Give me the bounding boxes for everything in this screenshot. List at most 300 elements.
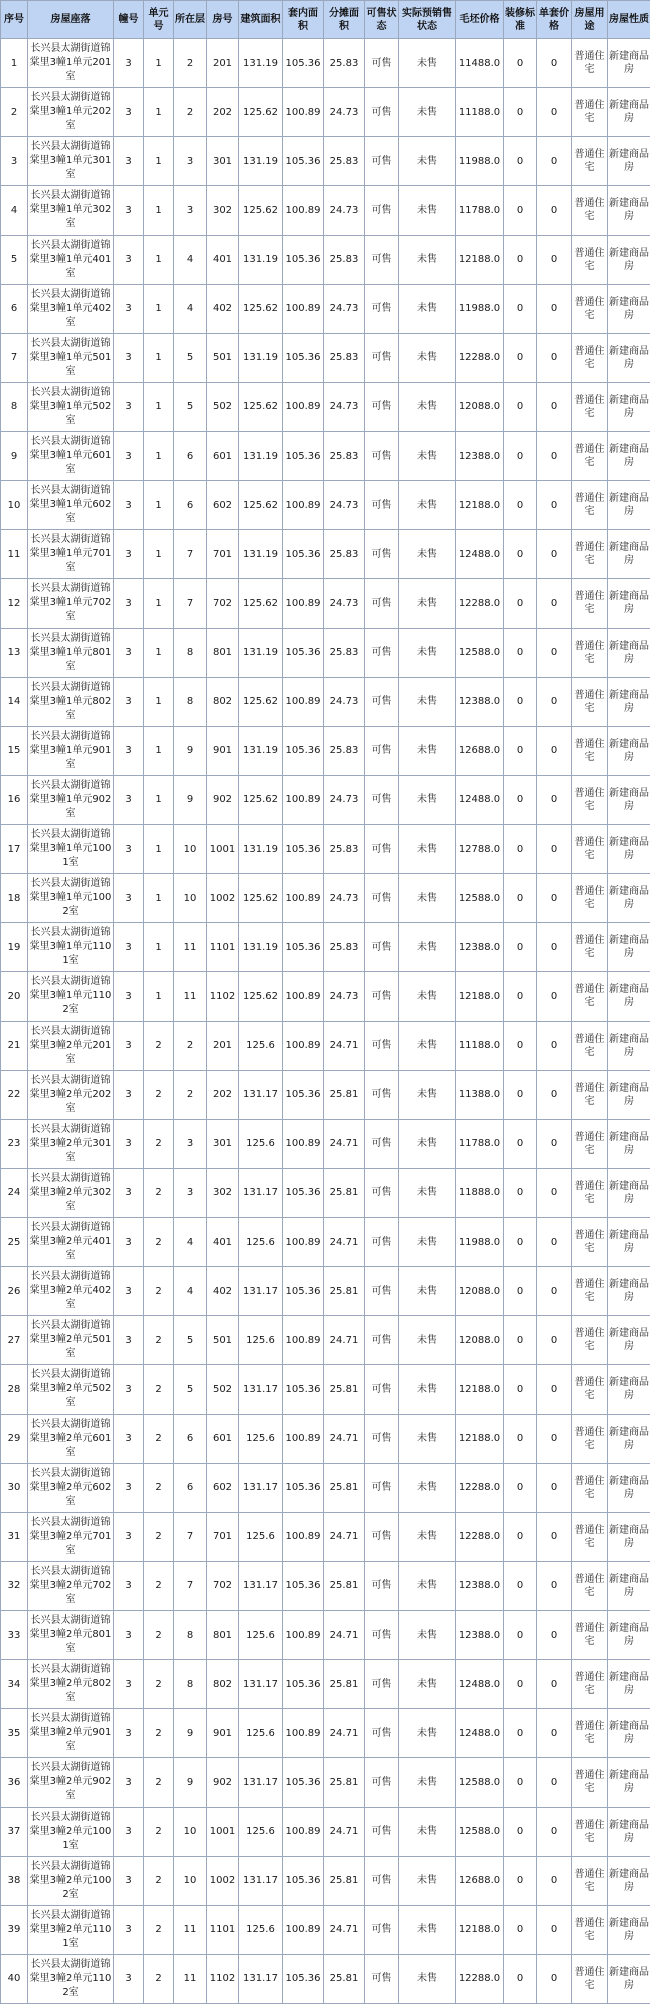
column-header: 幢号 bbox=[114, 1, 144, 39]
column-header: 序号 bbox=[1, 1, 28, 39]
cell-unit: 1 bbox=[144, 874, 174, 923]
cell-decoration: 0 bbox=[504, 137, 537, 186]
cell-presale-status: 未售 bbox=[399, 1758, 456, 1807]
cell-shared-area: 25.81 bbox=[324, 1561, 365, 1610]
cell-presale-status: 未售 bbox=[399, 628, 456, 677]
cell-address: 长兴县太湖街道锦棠里3幢1单元801室 bbox=[28, 628, 114, 677]
cell-gross-area: 131.19 bbox=[239, 923, 283, 972]
cell-unit-price: 0 bbox=[537, 1807, 572, 1856]
cell-address: 长兴县太湖街道锦棠里3幢2单元1001室 bbox=[28, 1807, 114, 1856]
cell-room: 201 bbox=[207, 39, 239, 88]
cell-room: 1101 bbox=[207, 923, 239, 972]
cell-shared-area: 24.73 bbox=[324, 186, 365, 235]
cell-bare-price: 11388.0 bbox=[456, 1070, 504, 1119]
cell-sale-status: 可售 bbox=[365, 775, 399, 824]
cell-address: 长兴县太湖街道锦棠里3幢2单元1002室 bbox=[28, 1856, 114, 1905]
cell-inner-area: 105.36 bbox=[283, 1561, 324, 1610]
cell-decoration: 0 bbox=[504, 1758, 537, 1807]
cell-index: 25 bbox=[1, 1218, 28, 1267]
cell-index: 39 bbox=[1, 1905, 28, 1954]
cell-unit-price: 0 bbox=[537, 1512, 572, 1561]
cell-building: 3 bbox=[114, 284, 144, 333]
cell-presale-status: 未售 bbox=[399, 677, 456, 726]
cell-bare-price: 11988.0 bbox=[456, 137, 504, 186]
cell-index: 27 bbox=[1, 1316, 28, 1365]
column-header: 所在层 bbox=[174, 1, 207, 39]
cell-inner-area: 100.89 bbox=[283, 382, 324, 431]
cell-gross-area: 131.19 bbox=[239, 432, 283, 481]
table-row bbox=[1, 481, 650, 530]
cell-usage: 普通住宅 bbox=[572, 235, 608, 284]
cell-inner-area: 105.36 bbox=[283, 1758, 324, 1807]
cell-building: 3 bbox=[114, 677, 144, 726]
cell-usage: 普通住宅 bbox=[572, 481, 608, 530]
cell-gross-area: 131.17 bbox=[239, 1561, 283, 1610]
cell-property-type: 新建商品房 bbox=[608, 579, 650, 628]
cell-presale-status: 未售 bbox=[399, 1856, 456, 1905]
cell-floor: 8 bbox=[174, 628, 207, 677]
cell-room: 801 bbox=[207, 1611, 239, 1660]
cell-usage: 普通住宅 bbox=[572, 923, 608, 972]
header-row bbox=[1, 1, 650, 39]
cell-address: 长兴县太湖街道锦棠里3幢2单元701室 bbox=[28, 1512, 114, 1561]
cell-building: 3 bbox=[114, 1512, 144, 1561]
cell-unit: 1 bbox=[144, 825, 174, 874]
cell-inner-area: 100.89 bbox=[283, 775, 324, 824]
cell-usage: 普通住宅 bbox=[572, 530, 608, 579]
cell-unit-price: 0 bbox=[537, 1561, 572, 1610]
cell-unit: 2 bbox=[144, 1561, 174, 1610]
cell-floor: 6 bbox=[174, 1414, 207, 1463]
cell-address: 长兴县太湖街道锦棠里3幢2单元301室 bbox=[28, 1119, 114, 1168]
cell-property-type: 新建商品房 bbox=[608, 1611, 650, 1660]
cell-floor: 8 bbox=[174, 1660, 207, 1709]
cell-shared-area: 25.83 bbox=[324, 39, 365, 88]
cell-property-type: 新建商品房 bbox=[608, 1856, 650, 1905]
cell-property-type: 新建商品房 bbox=[608, 88, 650, 137]
cell-gross-area: 125.6 bbox=[239, 1807, 283, 1856]
cell-inner-area: 100.89 bbox=[283, 1905, 324, 1954]
cell-bare-price: 11788.0 bbox=[456, 186, 504, 235]
cell-property-type: 新建商品房 bbox=[608, 825, 650, 874]
cell-floor: 9 bbox=[174, 1709, 207, 1758]
cell-index: 38 bbox=[1, 1856, 28, 1905]
table-row bbox=[1, 874, 650, 923]
cell-unit: 1 bbox=[144, 677, 174, 726]
table-row bbox=[1, 1021, 650, 1070]
cell-property-type: 新建商品房 bbox=[608, 1807, 650, 1856]
cell-usage: 普通住宅 bbox=[572, 1611, 608, 1660]
cell-room: 702 bbox=[207, 579, 239, 628]
cell-inner-area: 105.36 bbox=[283, 137, 324, 186]
cell-inner-area: 100.89 bbox=[283, 1709, 324, 1758]
cell-building: 3 bbox=[114, 1758, 144, 1807]
cell-shared-area: 24.73 bbox=[324, 88, 365, 137]
cell-decoration: 0 bbox=[504, 874, 537, 923]
table-row bbox=[1, 1512, 650, 1561]
cell-gross-area: 125.6 bbox=[239, 1414, 283, 1463]
table-row bbox=[1, 1660, 650, 1709]
cell-room: 902 bbox=[207, 775, 239, 824]
cell-presale-status: 未售 bbox=[399, 333, 456, 382]
cell-shared-area: 24.73 bbox=[324, 481, 365, 530]
cell-property-type: 新建商品房 bbox=[608, 1709, 650, 1758]
cell-usage: 普通住宅 bbox=[572, 1660, 608, 1709]
cell-presale-status: 未售 bbox=[399, 530, 456, 579]
table-row bbox=[1, 1758, 650, 1807]
cell-presale-status: 未售 bbox=[399, 726, 456, 775]
cell-property-type: 新建商品房 bbox=[608, 284, 650, 333]
cell-presale-status: 未售 bbox=[399, 1807, 456, 1856]
cell-unit-price: 0 bbox=[537, 1021, 572, 1070]
cell-gross-area: 131.17 bbox=[239, 1463, 283, 1512]
cell-shared-area: 25.81 bbox=[324, 1954, 365, 2003]
cell-unit: 2 bbox=[144, 1119, 174, 1168]
cell-presale-status: 未售 bbox=[399, 1267, 456, 1316]
cell-sale-status: 可售 bbox=[365, 1218, 399, 1267]
cell-sale-status: 可售 bbox=[365, 186, 399, 235]
cell-floor: 5 bbox=[174, 333, 207, 382]
cell-shared-area: 24.71 bbox=[324, 1611, 365, 1660]
cell-room: 502 bbox=[207, 1365, 239, 1414]
cell-decoration: 0 bbox=[504, 1267, 537, 1316]
cell-sale-status: 可售 bbox=[365, 284, 399, 333]
cell-decoration: 0 bbox=[504, 1316, 537, 1365]
cell-building: 3 bbox=[114, 39, 144, 88]
cell-room: 701 bbox=[207, 1512, 239, 1561]
cell-presale-status: 未售 bbox=[399, 1365, 456, 1414]
cell-property-type: 新建商品房 bbox=[608, 775, 650, 824]
cell-decoration: 0 bbox=[504, 1660, 537, 1709]
cell-sale-status: 可售 bbox=[365, 923, 399, 972]
cell-inner-area: 100.89 bbox=[283, 186, 324, 235]
cell-presale-status: 未售 bbox=[399, 1070, 456, 1119]
cell-index: 37 bbox=[1, 1807, 28, 1856]
cell-index: 33 bbox=[1, 1611, 28, 1660]
cell-floor: 7 bbox=[174, 530, 207, 579]
table-row bbox=[1, 88, 650, 137]
cell-unit-price: 0 bbox=[537, 1316, 572, 1365]
cell-index: 18 bbox=[1, 874, 28, 923]
cell-unit: 2 bbox=[144, 1611, 174, 1660]
cell-index: 15 bbox=[1, 726, 28, 775]
cell-bare-price: 12288.0 bbox=[456, 1512, 504, 1561]
cell-inner-area: 100.89 bbox=[283, 1021, 324, 1070]
cell-presale-status: 未售 bbox=[399, 1512, 456, 1561]
cell-unit: 1 bbox=[144, 333, 174, 382]
cell-building: 3 bbox=[114, 775, 144, 824]
cell-unit: 2 bbox=[144, 1070, 174, 1119]
cell-unit-price: 0 bbox=[537, 1709, 572, 1758]
cell-room: 501 bbox=[207, 333, 239, 382]
cell-decoration: 0 bbox=[504, 333, 537, 382]
cell-floor: 8 bbox=[174, 1611, 207, 1660]
cell-sale-status: 可售 bbox=[365, 972, 399, 1021]
cell-address: 长兴县太湖街道锦棠里3幢1单元401室 bbox=[28, 235, 114, 284]
cell-address: 长兴县太湖街道锦棠里3幢1单元702室 bbox=[28, 579, 114, 628]
cell-bare-price: 12188.0 bbox=[456, 972, 504, 1021]
cell-address: 长兴县太湖街道锦棠里3幢2单元402室 bbox=[28, 1267, 114, 1316]
cell-decoration: 0 bbox=[504, 1856, 537, 1905]
cell-unit: 2 bbox=[144, 1660, 174, 1709]
cell-building: 3 bbox=[114, 923, 144, 972]
cell-inner-area: 105.36 bbox=[283, 1365, 324, 1414]
cell-sale-status: 可售 bbox=[365, 726, 399, 775]
cell-inner-area: 100.89 bbox=[283, 579, 324, 628]
cell-sale-status: 可售 bbox=[365, 1512, 399, 1561]
cell-room: 201 bbox=[207, 1021, 239, 1070]
cell-bare-price: 12488.0 bbox=[456, 1709, 504, 1758]
cell-unit-price: 0 bbox=[537, 825, 572, 874]
cell-shared-area: 24.73 bbox=[324, 874, 365, 923]
cell-building: 3 bbox=[114, 1414, 144, 1463]
table-row bbox=[1, 186, 650, 235]
cell-floor: 2 bbox=[174, 88, 207, 137]
cell-index: 22 bbox=[1, 1070, 28, 1119]
table-row bbox=[1, 579, 650, 628]
cell-presale-status: 未售 bbox=[399, 186, 456, 235]
cell-sale-status: 可售 bbox=[365, 1463, 399, 1512]
cell-building: 3 bbox=[114, 235, 144, 284]
cell-index: 9 bbox=[1, 432, 28, 481]
cell-floor: 5 bbox=[174, 1365, 207, 1414]
cell-property-type: 新建商品房 bbox=[608, 1267, 650, 1316]
cell-inner-area: 100.89 bbox=[283, 481, 324, 530]
cell-bare-price: 12188.0 bbox=[456, 1365, 504, 1414]
table-row bbox=[1, 1954, 650, 2003]
cell-building: 3 bbox=[114, 628, 144, 677]
cell-unit: 1 bbox=[144, 923, 174, 972]
cell-inner-area: 100.89 bbox=[283, 874, 324, 923]
cell-room: 701 bbox=[207, 530, 239, 579]
cell-bare-price: 11788.0 bbox=[456, 1119, 504, 1168]
cell-unit-price: 0 bbox=[537, 1119, 572, 1168]
cell-sale-status: 可售 bbox=[365, 1856, 399, 1905]
cell-decoration: 0 bbox=[504, 1365, 537, 1414]
table-row bbox=[1, 235, 650, 284]
cell-property-type: 新建商品房 bbox=[608, 628, 650, 677]
cell-unit: 2 bbox=[144, 1807, 174, 1856]
cell-room: 802 bbox=[207, 677, 239, 726]
cell-building: 3 bbox=[114, 1561, 144, 1610]
table-row bbox=[1, 1414, 650, 1463]
cell-building: 3 bbox=[114, 1660, 144, 1709]
cell-index: 5 bbox=[1, 235, 28, 284]
cell-room: 1001 bbox=[207, 1807, 239, 1856]
cell-gross-area: 131.17 bbox=[239, 1168, 283, 1217]
cell-presale-status: 未售 bbox=[399, 1463, 456, 1512]
table-row bbox=[1, 923, 650, 972]
cell-shared-area: 24.73 bbox=[324, 972, 365, 1021]
cell-decoration: 0 bbox=[504, 677, 537, 726]
cell-property-type: 新建商品房 bbox=[608, 923, 650, 972]
cell-unit-price: 0 bbox=[537, 284, 572, 333]
cell-room: 302 bbox=[207, 186, 239, 235]
cell-address: 长兴县太湖街道锦棠里3幢2单元702室 bbox=[28, 1561, 114, 1610]
cell-room: 202 bbox=[207, 88, 239, 137]
cell-sale-status: 可售 bbox=[365, 1070, 399, 1119]
cell-presale-status: 未售 bbox=[399, 235, 456, 284]
cell-property-type: 新建商品房 bbox=[608, 137, 650, 186]
cell-floor: 3 bbox=[174, 1168, 207, 1217]
cell-floor: 11 bbox=[174, 1954, 207, 2003]
cell-decoration: 0 bbox=[504, 530, 537, 579]
cell-property-type: 新建商品房 bbox=[608, 1905, 650, 1954]
cell-gross-area: 131.17 bbox=[239, 1758, 283, 1807]
cell-sale-status: 可售 bbox=[365, 1611, 399, 1660]
cell-floor: 10 bbox=[174, 825, 207, 874]
cell-property-type: 新建商品房 bbox=[608, 1512, 650, 1561]
cell-index: 23 bbox=[1, 1119, 28, 1168]
cell-usage: 普通住宅 bbox=[572, 382, 608, 431]
table-row bbox=[1, 1463, 650, 1512]
cell-sale-status: 可售 bbox=[365, 1414, 399, 1463]
cell-unit-price: 0 bbox=[537, 1070, 572, 1119]
column-header: 建筑面积 bbox=[239, 1, 283, 39]
cell-sale-status: 可售 bbox=[365, 1660, 399, 1709]
cell-unit: 2 bbox=[144, 1905, 174, 1954]
cell-decoration: 0 bbox=[504, 1218, 537, 1267]
cell-unit-price: 0 bbox=[537, 137, 572, 186]
cell-inner-area: 105.36 bbox=[283, 1463, 324, 1512]
cell-unit-price: 0 bbox=[537, 382, 572, 431]
cell-bare-price: 11988.0 bbox=[456, 284, 504, 333]
cell-room: 1101 bbox=[207, 1905, 239, 1954]
cell-bare-price: 11488.0 bbox=[456, 39, 504, 88]
cell-presale-status: 未售 bbox=[399, 972, 456, 1021]
cell-gross-area: 125.62 bbox=[239, 972, 283, 1021]
cell-building: 3 bbox=[114, 1954, 144, 2003]
cell-index: 35 bbox=[1, 1709, 28, 1758]
cell-sale-status: 可售 bbox=[365, 1021, 399, 1070]
cell-decoration: 0 bbox=[504, 481, 537, 530]
cell-decoration: 0 bbox=[504, 432, 537, 481]
table-row bbox=[1, 1561, 650, 1610]
cell-unit: 1 bbox=[144, 579, 174, 628]
cell-property-type: 新建商品房 bbox=[608, 333, 650, 382]
cell-shared-area: 25.81 bbox=[324, 1660, 365, 1709]
cell-usage: 普通住宅 bbox=[572, 1316, 608, 1365]
cell-bare-price: 12188.0 bbox=[456, 1905, 504, 1954]
cell-building: 3 bbox=[114, 1856, 144, 1905]
cell-shared-area: 25.83 bbox=[324, 333, 365, 382]
cell-usage: 普通住宅 bbox=[572, 333, 608, 382]
cell-usage: 普通住宅 bbox=[572, 677, 608, 726]
cell-address: 长兴县太湖街道锦棠里3幢1单元502室 bbox=[28, 382, 114, 431]
cell-floor: 11 bbox=[174, 923, 207, 972]
cell-usage: 普通住宅 bbox=[572, 39, 608, 88]
cell-floor: 7 bbox=[174, 1512, 207, 1561]
cell-building: 3 bbox=[114, 530, 144, 579]
cell-sale-status: 可售 bbox=[365, 88, 399, 137]
cell-gross-area: 131.19 bbox=[239, 235, 283, 284]
cell-unit-price: 0 bbox=[537, 628, 572, 677]
cell-usage: 普通住宅 bbox=[572, 1021, 608, 1070]
cell-floor: 4 bbox=[174, 1218, 207, 1267]
cell-decoration: 0 bbox=[504, 726, 537, 775]
cell-usage: 普通住宅 bbox=[572, 1905, 608, 1954]
cell-index: 40 bbox=[1, 1954, 28, 2003]
cell-unit: 1 bbox=[144, 432, 174, 481]
cell-floor: 2 bbox=[174, 1070, 207, 1119]
column-header: 毛坯价格 bbox=[456, 1, 504, 39]
cell-index: 26 bbox=[1, 1267, 28, 1316]
cell-inner-area: 105.36 bbox=[283, 333, 324, 382]
cell-sale-status: 可售 bbox=[365, 874, 399, 923]
cell-shared-area: 25.83 bbox=[324, 825, 365, 874]
cell-index: 19 bbox=[1, 923, 28, 972]
cell-room: 602 bbox=[207, 481, 239, 530]
cell-decoration: 0 bbox=[504, 235, 537, 284]
cell-floor: 4 bbox=[174, 235, 207, 284]
cell-bare-price: 12088.0 bbox=[456, 1267, 504, 1316]
cell-unit-price: 0 bbox=[537, 530, 572, 579]
cell-unit: 2 bbox=[144, 1709, 174, 1758]
cell-building: 3 bbox=[114, 1365, 144, 1414]
cell-gross-area: 125.62 bbox=[239, 284, 283, 333]
table-row bbox=[1, 530, 650, 579]
cell-unit-price: 0 bbox=[537, 677, 572, 726]
cell-presale-status: 未售 bbox=[399, 39, 456, 88]
cell-shared-area: 25.83 bbox=[324, 530, 365, 579]
cell-index: 31 bbox=[1, 1512, 28, 1561]
cell-address: 长兴县太湖街道锦棠里3幢1单元601室 bbox=[28, 432, 114, 481]
cell-property-type: 新建商品房 bbox=[608, 235, 650, 284]
cell-floor: 10 bbox=[174, 1807, 207, 1856]
cell-shared-area: 25.83 bbox=[324, 628, 365, 677]
cell-floor: 7 bbox=[174, 1561, 207, 1610]
cell-usage: 普通住宅 bbox=[572, 1709, 608, 1758]
cell-unit-price: 0 bbox=[537, 1218, 572, 1267]
cell-floor: 5 bbox=[174, 382, 207, 431]
cell-property-type: 新建商品房 bbox=[608, 186, 650, 235]
column-header: 实际预销售状态 bbox=[399, 1, 456, 39]
cell-unit-price: 0 bbox=[537, 1414, 572, 1463]
cell-sale-status: 可售 bbox=[365, 382, 399, 431]
cell-building: 3 bbox=[114, 137, 144, 186]
table-row bbox=[1, 39, 650, 88]
cell-usage: 普通住宅 bbox=[572, 726, 608, 775]
cell-unit-price: 0 bbox=[537, 1611, 572, 1660]
cell-floor: 10 bbox=[174, 1856, 207, 1905]
cell-unit-price: 0 bbox=[537, 235, 572, 284]
cell-decoration: 0 bbox=[504, 1954, 537, 2003]
cell-address: 长兴县太湖街道锦棠里3幢2单元501室 bbox=[28, 1316, 114, 1365]
cell-address: 长兴县太湖街道锦棠里3幢1单元1001室 bbox=[28, 825, 114, 874]
cell-gross-area: 131.19 bbox=[239, 726, 283, 775]
cell-unit: 1 bbox=[144, 88, 174, 137]
cell-usage: 普通住宅 bbox=[572, 1218, 608, 1267]
cell-room: 402 bbox=[207, 1267, 239, 1316]
cell-property-type: 新建商品房 bbox=[608, 1660, 650, 1709]
cell-building: 3 bbox=[114, 432, 144, 481]
cell-inner-area: 105.36 bbox=[283, 1070, 324, 1119]
cell-building: 3 bbox=[114, 1168, 144, 1217]
cell-address: 长兴县太湖街道锦棠里3幢2单元602室 bbox=[28, 1463, 114, 1512]
cell-decoration: 0 bbox=[504, 628, 537, 677]
cell-presale-status: 未售 bbox=[399, 1218, 456, 1267]
cell-index: 16 bbox=[1, 775, 28, 824]
column-header: 房屋用途 bbox=[572, 1, 608, 39]
cell-building: 3 bbox=[114, 1905, 144, 1954]
cell-shared-area: 25.81 bbox=[324, 1463, 365, 1512]
cell-gross-area: 125.62 bbox=[239, 186, 283, 235]
cell-shared-area: 25.81 bbox=[324, 1070, 365, 1119]
cell-building: 3 bbox=[114, 1611, 144, 1660]
cell-inner-area: 100.89 bbox=[283, 1218, 324, 1267]
cell-unit: 1 bbox=[144, 186, 174, 235]
cell-inner-area: 105.36 bbox=[283, 1660, 324, 1709]
